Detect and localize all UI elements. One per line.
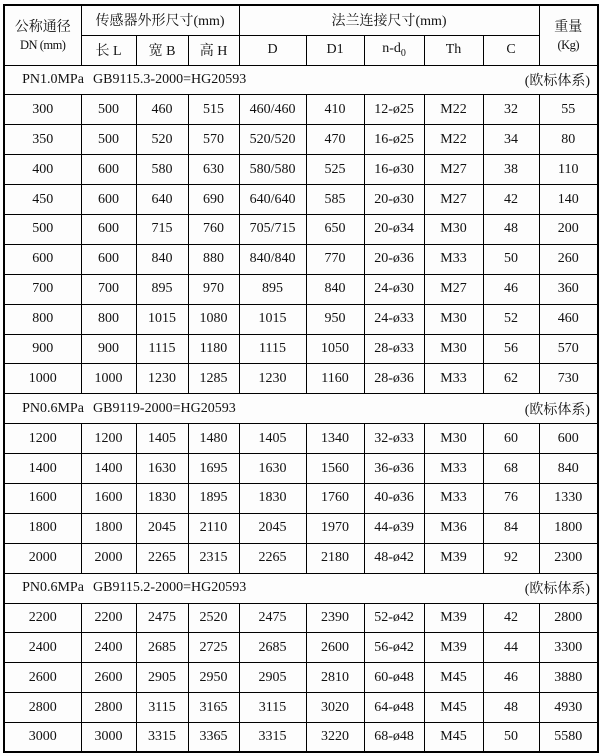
cell: 2600: [81, 663, 136, 693]
weight-unit: (Kg): [557, 37, 580, 52]
cell: M33: [424, 483, 483, 513]
col-header-length: 长 L: [81, 35, 136, 65]
cell: 730: [539, 364, 598, 394]
cell: M33: [424, 454, 483, 484]
cell: 570: [188, 125, 239, 155]
cell: 200: [539, 214, 598, 244]
cell: M45: [424, 723, 483, 753]
cell: M33: [424, 364, 483, 394]
table-row: [4, 364, 598, 394]
cell: 600: [4, 244, 81, 274]
cell: 56: [483, 334, 539, 364]
cell: 800: [81, 304, 136, 334]
cell: 3115: [239, 693, 306, 723]
cell: 2905: [239, 663, 306, 693]
cell: 2725: [188, 633, 239, 663]
cell: 700: [81, 274, 136, 304]
cell: 520: [136, 125, 188, 155]
cell: 580: [136, 155, 188, 185]
cell: 2045: [239, 513, 306, 543]
table-row: [4, 454, 598, 484]
table-row: [4, 483, 598, 513]
cell: M36: [424, 513, 483, 543]
cell: 2400: [81, 633, 136, 663]
cell: 48: [483, 693, 539, 723]
section-cell: [4, 573, 598, 603]
cell: M33: [424, 244, 483, 274]
cell: 1015: [136, 304, 188, 334]
cell: 640/640: [239, 185, 306, 215]
cell: 28-ø33: [364, 334, 424, 364]
cell: 34: [483, 125, 539, 155]
cell: 950: [306, 304, 364, 334]
section-cell: [4, 394, 598, 424]
cell: 2000: [4, 543, 81, 573]
cell: 1400: [81, 454, 136, 484]
cell: 3115: [136, 693, 188, 723]
col-header-d: D: [239, 35, 306, 65]
cell: 2300: [539, 543, 598, 573]
cell: M22: [424, 95, 483, 125]
cell: 640: [136, 185, 188, 215]
cell: 1000: [4, 364, 81, 394]
cell: 48-ø42: [364, 543, 424, 573]
cell: 600: [81, 185, 136, 215]
cell: 460: [539, 304, 598, 334]
cell: 705/715: [239, 214, 306, 244]
cell: 50: [483, 244, 539, 274]
cell: 60: [483, 424, 539, 454]
cell: 1800: [81, 513, 136, 543]
cell: 895: [239, 274, 306, 304]
cell: 1160: [306, 364, 364, 394]
cell: 12-ø25: [364, 95, 424, 125]
cell: 2475: [136, 603, 188, 633]
cell: 770: [306, 244, 364, 274]
cell: 1695: [188, 454, 239, 484]
cell: M45: [424, 663, 483, 693]
cell: 62: [483, 364, 539, 394]
col-header-c: C: [483, 35, 539, 65]
cell: M30: [424, 304, 483, 334]
cell: 2475: [239, 603, 306, 633]
cell: 840: [306, 274, 364, 304]
cell: 2685: [239, 633, 306, 663]
table-row: [4, 95, 598, 125]
cell: 350: [4, 125, 81, 155]
cell: 460/460: [239, 95, 306, 125]
table-row: [4, 214, 598, 244]
cell: 1800: [539, 513, 598, 543]
cell: 46: [483, 663, 539, 693]
cell: 1970: [306, 513, 364, 543]
cell: 2315: [188, 543, 239, 573]
group-header-sensor-dimensions: 传感器外形尺寸(mm): [81, 5, 239, 35]
cell: 68: [483, 454, 539, 484]
cell: 760: [188, 214, 239, 244]
cell: 450: [4, 185, 81, 215]
cell: 690: [188, 185, 239, 215]
weight-label: 重量: [554, 19, 583, 35]
cell: 900: [81, 334, 136, 364]
cell: 895: [136, 274, 188, 304]
cell: 1405: [239, 424, 306, 454]
cell: 500: [81, 95, 136, 125]
cell: 1230: [136, 364, 188, 394]
cell: M22: [424, 125, 483, 155]
cell: 2600: [4, 663, 81, 693]
cell: 140: [539, 185, 598, 215]
cell: 3300: [539, 633, 598, 663]
dimension-spec-table: [3, 4, 599, 753]
cell: 64-ø48: [364, 693, 424, 723]
cell: 1895: [188, 483, 239, 513]
cell: 580/580: [239, 155, 306, 185]
col-header-th: Th: [424, 35, 483, 65]
cell: M30: [424, 214, 483, 244]
cell: 470: [306, 125, 364, 155]
header-row-groups: [4, 5, 598, 35]
cell: 1800: [4, 513, 81, 543]
cell: 1015: [239, 304, 306, 334]
cell: 46: [483, 274, 539, 304]
cell: 1560: [306, 454, 364, 484]
cell: 1180: [188, 334, 239, 364]
cell: 300: [4, 95, 81, 125]
section-row: [4, 573, 598, 603]
cell: 600: [81, 155, 136, 185]
cell: 36-ø36: [364, 454, 424, 484]
cell: 1600: [81, 483, 136, 513]
cell: 76: [483, 483, 539, 513]
cell: 880: [188, 244, 239, 274]
cell: 1760: [306, 483, 364, 513]
cell: 1000: [81, 364, 136, 394]
cell: 3880: [539, 663, 598, 693]
cell: 1330: [539, 483, 598, 513]
cell: M39: [424, 543, 483, 573]
pressure-rating: PN1.0MPa: [22, 71, 84, 87]
cell: 840: [539, 454, 598, 484]
cell: 16-ø25: [364, 125, 424, 155]
cell: 2400: [4, 633, 81, 663]
cell: 2600: [306, 633, 364, 663]
cell: 1830: [136, 483, 188, 513]
system-label: (欧标体系): [524, 73, 591, 89]
cell: 840/840: [239, 244, 306, 274]
cell: 55: [539, 95, 598, 125]
cell: 500: [4, 214, 81, 244]
col-header-n-d0: [364, 35, 424, 65]
cell: 2200: [4, 603, 81, 633]
table-row: [4, 244, 598, 274]
cell: 110: [539, 155, 598, 185]
cell: 1115: [239, 334, 306, 364]
table-row: [4, 723, 598, 753]
cell: 2800: [81, 693, 136, 723]
cell: 1200: [81, 424, 136, 454]
cell: 24-ø30: [364, 274, 424, 304]
cell: 2905: [136, 663, 188, 693]
cell: 20-ø30: [364, 185, 424, 215]
cell: 1200: [4, 424, 81, 454]
cell: M39: [424, 633, 483, 663]
cell: 80: [539, 125, 598, 155]
col-header-width: 宽 B: [136, 35, 188, 65]
cell: 84: [483, 513, 539, 543]
cell: 48: [483, 214, 539, 244]
cell: 3165: [188, 693, 239, 723]
cell: 5580: [539, 723, 598, 753]
cell: 1405: [136, 424, 188, 454]
cell: 3220: [306, 723, 364, 753]
cell: M45: [424, 693, 483, 723]
cell: 525: [306, 155, 364, 185]
cell: 410: [306, 95, 364, 125]
standard-code: GB9115.2-2000=HG20593: [93, 580, 247, 596]
cell: 3000: [4, 723, 81, 753]
standard-code: GB9119-2000=HG20593: [93, 400, 236, 416]
cell: 40-ø36: [364, 483, 424, 513]
cell: 1600: [4, 483, 81, 513]
cell: 38: [483, 155, 539, 185]
cell: 520/520: [239, 125, 306, 155]
cell: 50: [483, 723, 539, 753]
cell: 600: [81, 244, 136, 274]
cell: 2200: [81, 603, 136, 633]
cell: 2045: [136, 513, 188, 543]
cell: 42: [483, 185, 539, 215]
cell: 2265: [239, 543, 306, 573]
cell: 32-ø33: [364, 424, 424, 454]
cell: 2685: [136, 633, 188, 663]
nominal-diameter-label: 公称通径: [14, 19, 71, 35]
cell: 460: [136, 95, 188, 125]
cell: 2520: [188, 603, 239, 633]
cell: 2000: [81, 543, 136, 573]
cell: M30: [424, 424, 483, 454]
cell: 32: [483, 95, 539, 125]
header-row-subcolumns: [4, 35, 598, 65]
cell: 2110: [188, 513, 239, 543]
cell: 24-ø33: [364, 304, 424, 334]
group-header-flange-dimensions: 法兰连接尺寸(mm): [239, 5, 539, 35]
cell: 630: [188, 155, 239, 185]
cell: 570: [539, 334, 598, 364]
pressure-rating: PN0.6MPa: [22, 400, 84, 416]
cell: 52-ø42: [364, 603, 424, 633]
cell: 44: [483, 633, 539, 663]
col-header-d1: D1: [306, 35, 364, 65]
cell: 16-ø30: [364, 155, 424, 185]
cell: 900: [4, 334, 81, 364]
table-row: [4, 633, 598, 663]
section-row: [4, 65, 598, 95]
cell: 600: [539, 424, 598, 454]
cell: 360: [539, 274, 598, 304]
system-label: (欧标体系): [524, 402, 591, 418]
col-header-height: 高 H: [188, 35, 239, 65]
cell: 600: [81, 214, 136, 244]
n-d0-base: n-d: [382, 41, 401, 57]
table-row: [4, 513, 598, 543]
cell: 3000: [81, 723, 136, 753]
cell: 3365: [188, 723, 239, 753]
cell: 68-ø48: [364, 723, 424, 753]
cell: 1340: [306, 424, 364, 454]
cell: 3315: [239, 723, 306, 753]
cell: 52: [483, 304, 539, 334]
cell: 1830: [239, 483, 306, 513]
cell: M27: [424, 155, 483, 185]
cell: 1400: [4, 454, 81, 484]
cell: 3020: [306, 693, 364, 723]
standard-code: GB9115.3-2000=HG20593: [93, 71, 247, 87]
cell: 1630: [239, 454, 306, 484]
cell: 970: [188, 274, 239, 304]
cell: 2950: [188, 663, 239, 693]
cell: M39: [424, 603, 483, 633]
cell: 650: [306, 214, 364, 244]
cell: 2810: [306, 663, 364, 693]
cell: 260: [539, 244, 598, 274]
cell: 2180: [306, 543, 364, 573]
cell: 1285: [188, 364, 239, 394]
cell: 840: [136, 244, 188, 274]
nominal-diameter-unit: DN (mm): [20, 37, 66, 52]
cell: 2800: [4, 693, 81, 723]
cell: 800: [4, 304, 81, 334]
cell: 1630: [136, 454, 188, 484]
table-row: [4, 603, 598, 633]
cell: 92: [483, 543, 539, 573]
cell: 500: [81, 125, 136, 155]
cell: 1050: [306, 334, 364, 364]
cell: 3315: [136, 723, 188, 753]
cell: M27: [424, 185, 483, 215]
cell: 4930: [539, 693, 598, 723]
table-row: [4, 125, 598, 155]
section-row: [4, 394, 598, 424]
table-row: [4, 693, 598, 723]
table-row: [4, 155, 598, 185]
cell: M30: [424, 334, 483, 364]
cell: 42: [483, 603, 539, 633]
cell: 700: [4, 274, 81, 304]
cell: 1480: [188, 424, 239, 454]
table-row: [4, 185, 598, 215]
cell: 28-ø36: [364, 364, 424, 394]
cell: 1230: [239, 364, 306, 394]
n-d0-subscript: 0: [400, 47, 406, 59]
cell: 515: [188, 95, 239, 125]
section-cell: [4, 65, 598, 95]
system-label: (欧标体系): [524, 582, 591, 598]
cell: 56-ø42: [364, 633, 424, 663]
cell: 60-ø48: [364, 663, 424, 693]
cell: 2265: [136, 543, 188, 573]
cell: 20-ø36: [364, 244, 424, 274]
col-header-weight: [539, 5, 598, 65]
table-row: [4, 424, 598, 454]
cell: 400: [4, 155, 81, 185]
cell: 20-ø34: [364, 214, 424, 244]
col-header-nominal-diameter: [4, 5, 81, 65]
cell: 1115: [136, 334, 188, 364]
cell: 1080: [188, 304, 239, 334]
pressure-rating: PN0.6MPa: [22, 580, 84, 596]
cell: 2390: [306, 603, 364, 633]
table-row: [4, 334, 598, 364]
table-body: [4, 65, 598, 752]
table-row: [4, 543, 598, 573]
cell: 2800: [539, 603, 598, 633]
cell: M27: [424, 274, 483, 304]
table-row: [4, 663, 598, 693]
cell: 585: [306, 185, 364, 215]
table-header: [4, 5, 598, 65]
table-row: [4, 304, 598, 334]
cell: 44-ø39: [364, 513, 424, 543]
table-row: [4, 274, 598, 304]
cell: 715: [136, 214, 188, 244]
